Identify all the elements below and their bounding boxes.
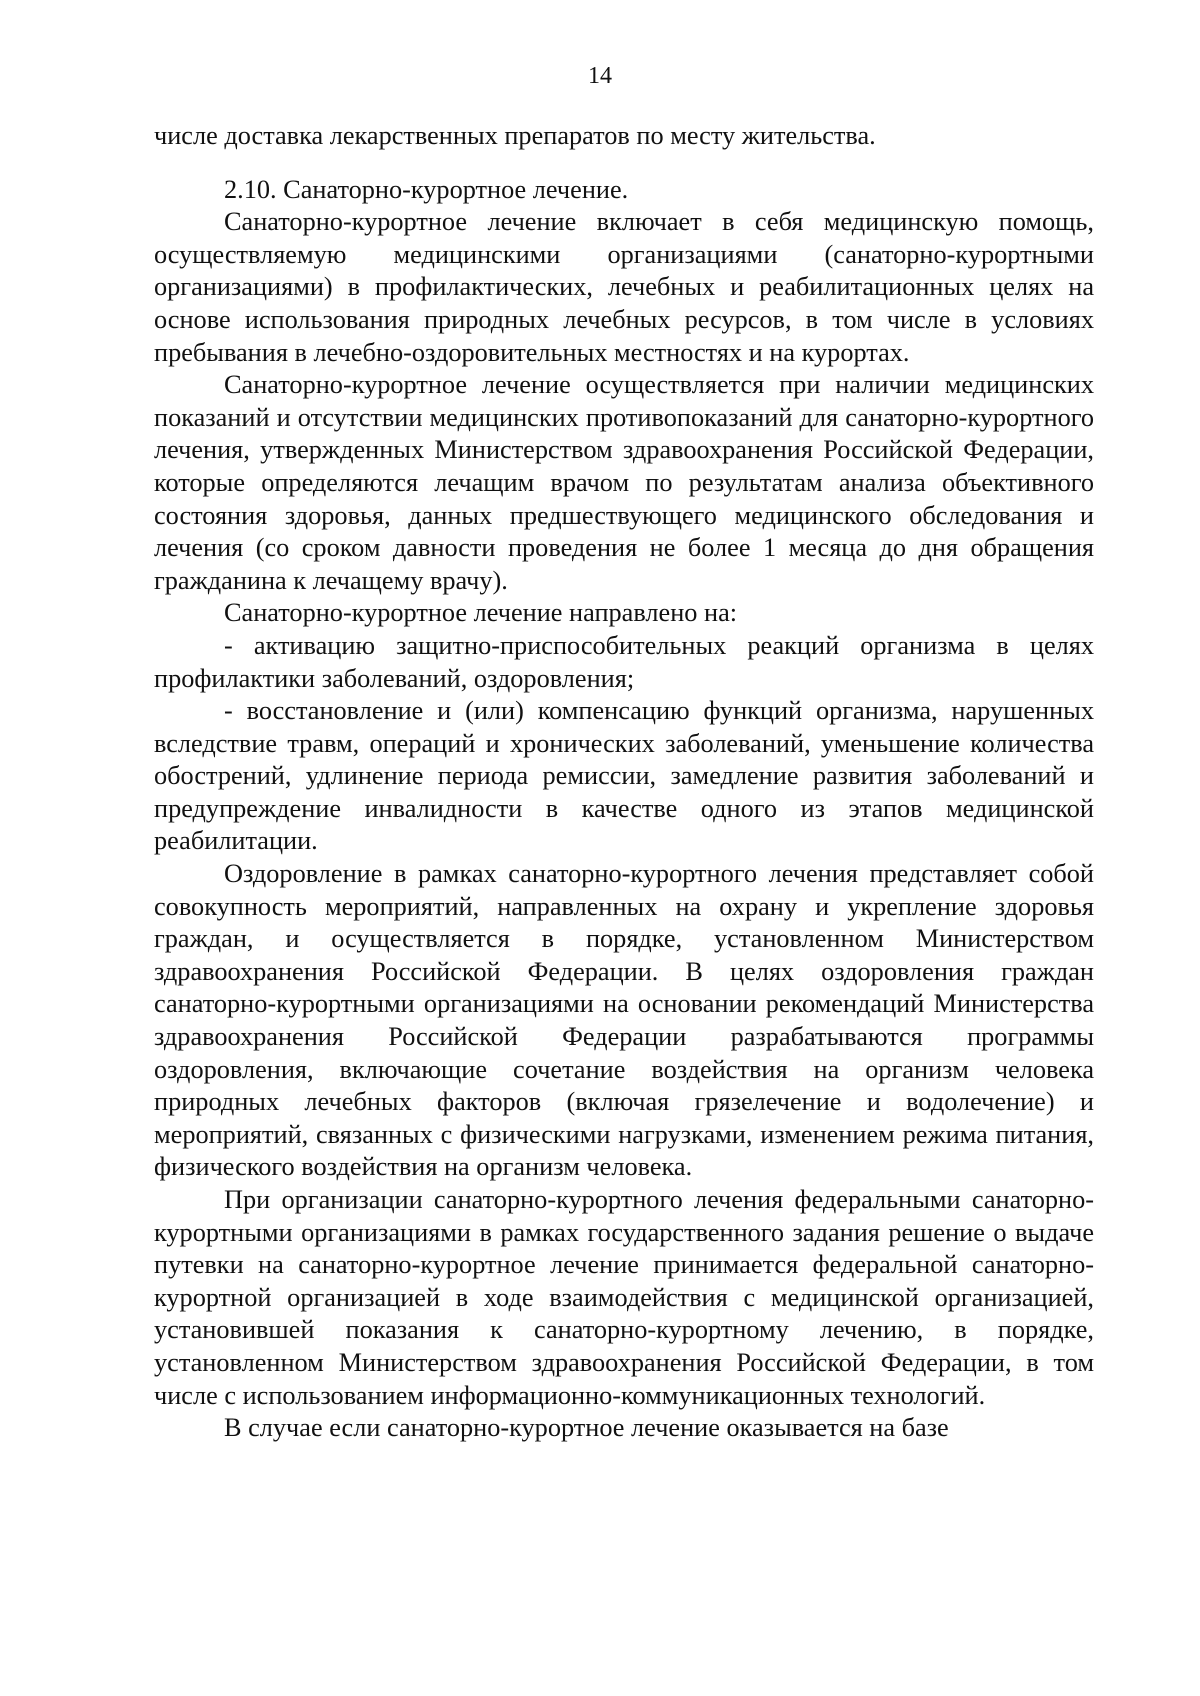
- paragraph: Санаторно-курортное лечение включает в себя медицинскую помощь, осуществляемую медицинскими организациями (санаторно-курортными организациями) в профилактических, лечебных и реабилитационных целях на основе использования природных лечебных ресурсов, в том числе в условиях пребывания в лечебно-оздоровительных местностях и на курортах.: [154, 207, 1094, 367]
- list-item: - активацию защитно-приспособительных реакций организма в целях профилактики заболеваний, оздоровления;: [154, 630, 1094, 693]
- paragraph: Санаторно-курортное лечение осуществляется при наличии медицинских показаний и отсутствии медицинских противопоказаний для санаторно-курортного лечения, утвержденных Министерством здравоохранения Российской Федерации, которые определяются лечащим врачом по результатам анализа объективного состояния здоровья, данных предшествующего медицинского обследования и лечения (со сроком давности проведения не более 1 месяца до дня обращения гражданина к лечащему врачу).: [154, 370, 1094, 595]
- paragraph: В случае если санаторно-курортное лечение оказывается на базе: [224, 1413, 949, 1443]
- paragraph: При организации санаторно-курортного лечения федеральными санаторно-курортными организациями в рамках государственного задания решение о выдаче путевки на санаторно-курортное лечение принимается федеральной санаторно-курортной организацией в ходе взаимодействия с медицинской организацией, установившей показания к санаторно-курортному лечению, в порядке, установленном Министерством здравоохранения Российской Федерации, в том числе с использованием информационно-коммуникационных технологий.: [154, 1185, 1094, 1410]
- page-number: 14: [588, 63, 612, 89]
- section-heading: 2.10. Санаторно-курортное лечение.: [224, 174, 629, 204]
- list-item: - восстановление и (или) компенсацию функций организма, нарушенных вследствие травм, операций и хронических заболеваний, уменьшение количества обострений, удлинение периода ремиссии, замедление развития заболеваний и предупреждение инвалидности в качестве одного из этапов медицинской реабилитации.: [154, 696, 1094, 856]
- document-body: [154, 120, 1094, 1445]
- paragraph: Санаторно-курортное лечение направлено на:: [224, 598, 738, 628]
- paragraph-continuation: числе доставка лекарственных препаратов по месту жительства.: [154, 121, 876, 150]
- paragraph: Оздоровление в рамках санаторно-курортного лечения представляет собой совокупность мероприятий, направленных на охрану и укрепление здоровья граждан, и осуществляется в порядке, установленном Министерством здравоохранения Российской Федерации. В целях оздоровления граждан санаторно-курортными организациями на основании рекомендаций Министерства здравоохранения Российской Федерации разрабатываются программы оздоровления, включающие сочетание воздействия на организм человека природных лечебных факторов (включая грязелечение и водолечение) и мероприятий, связанных с физическими нагрузками, изменением режима питания, физического воздействия на организм человека.: [154, 859, 1094, 1182]
